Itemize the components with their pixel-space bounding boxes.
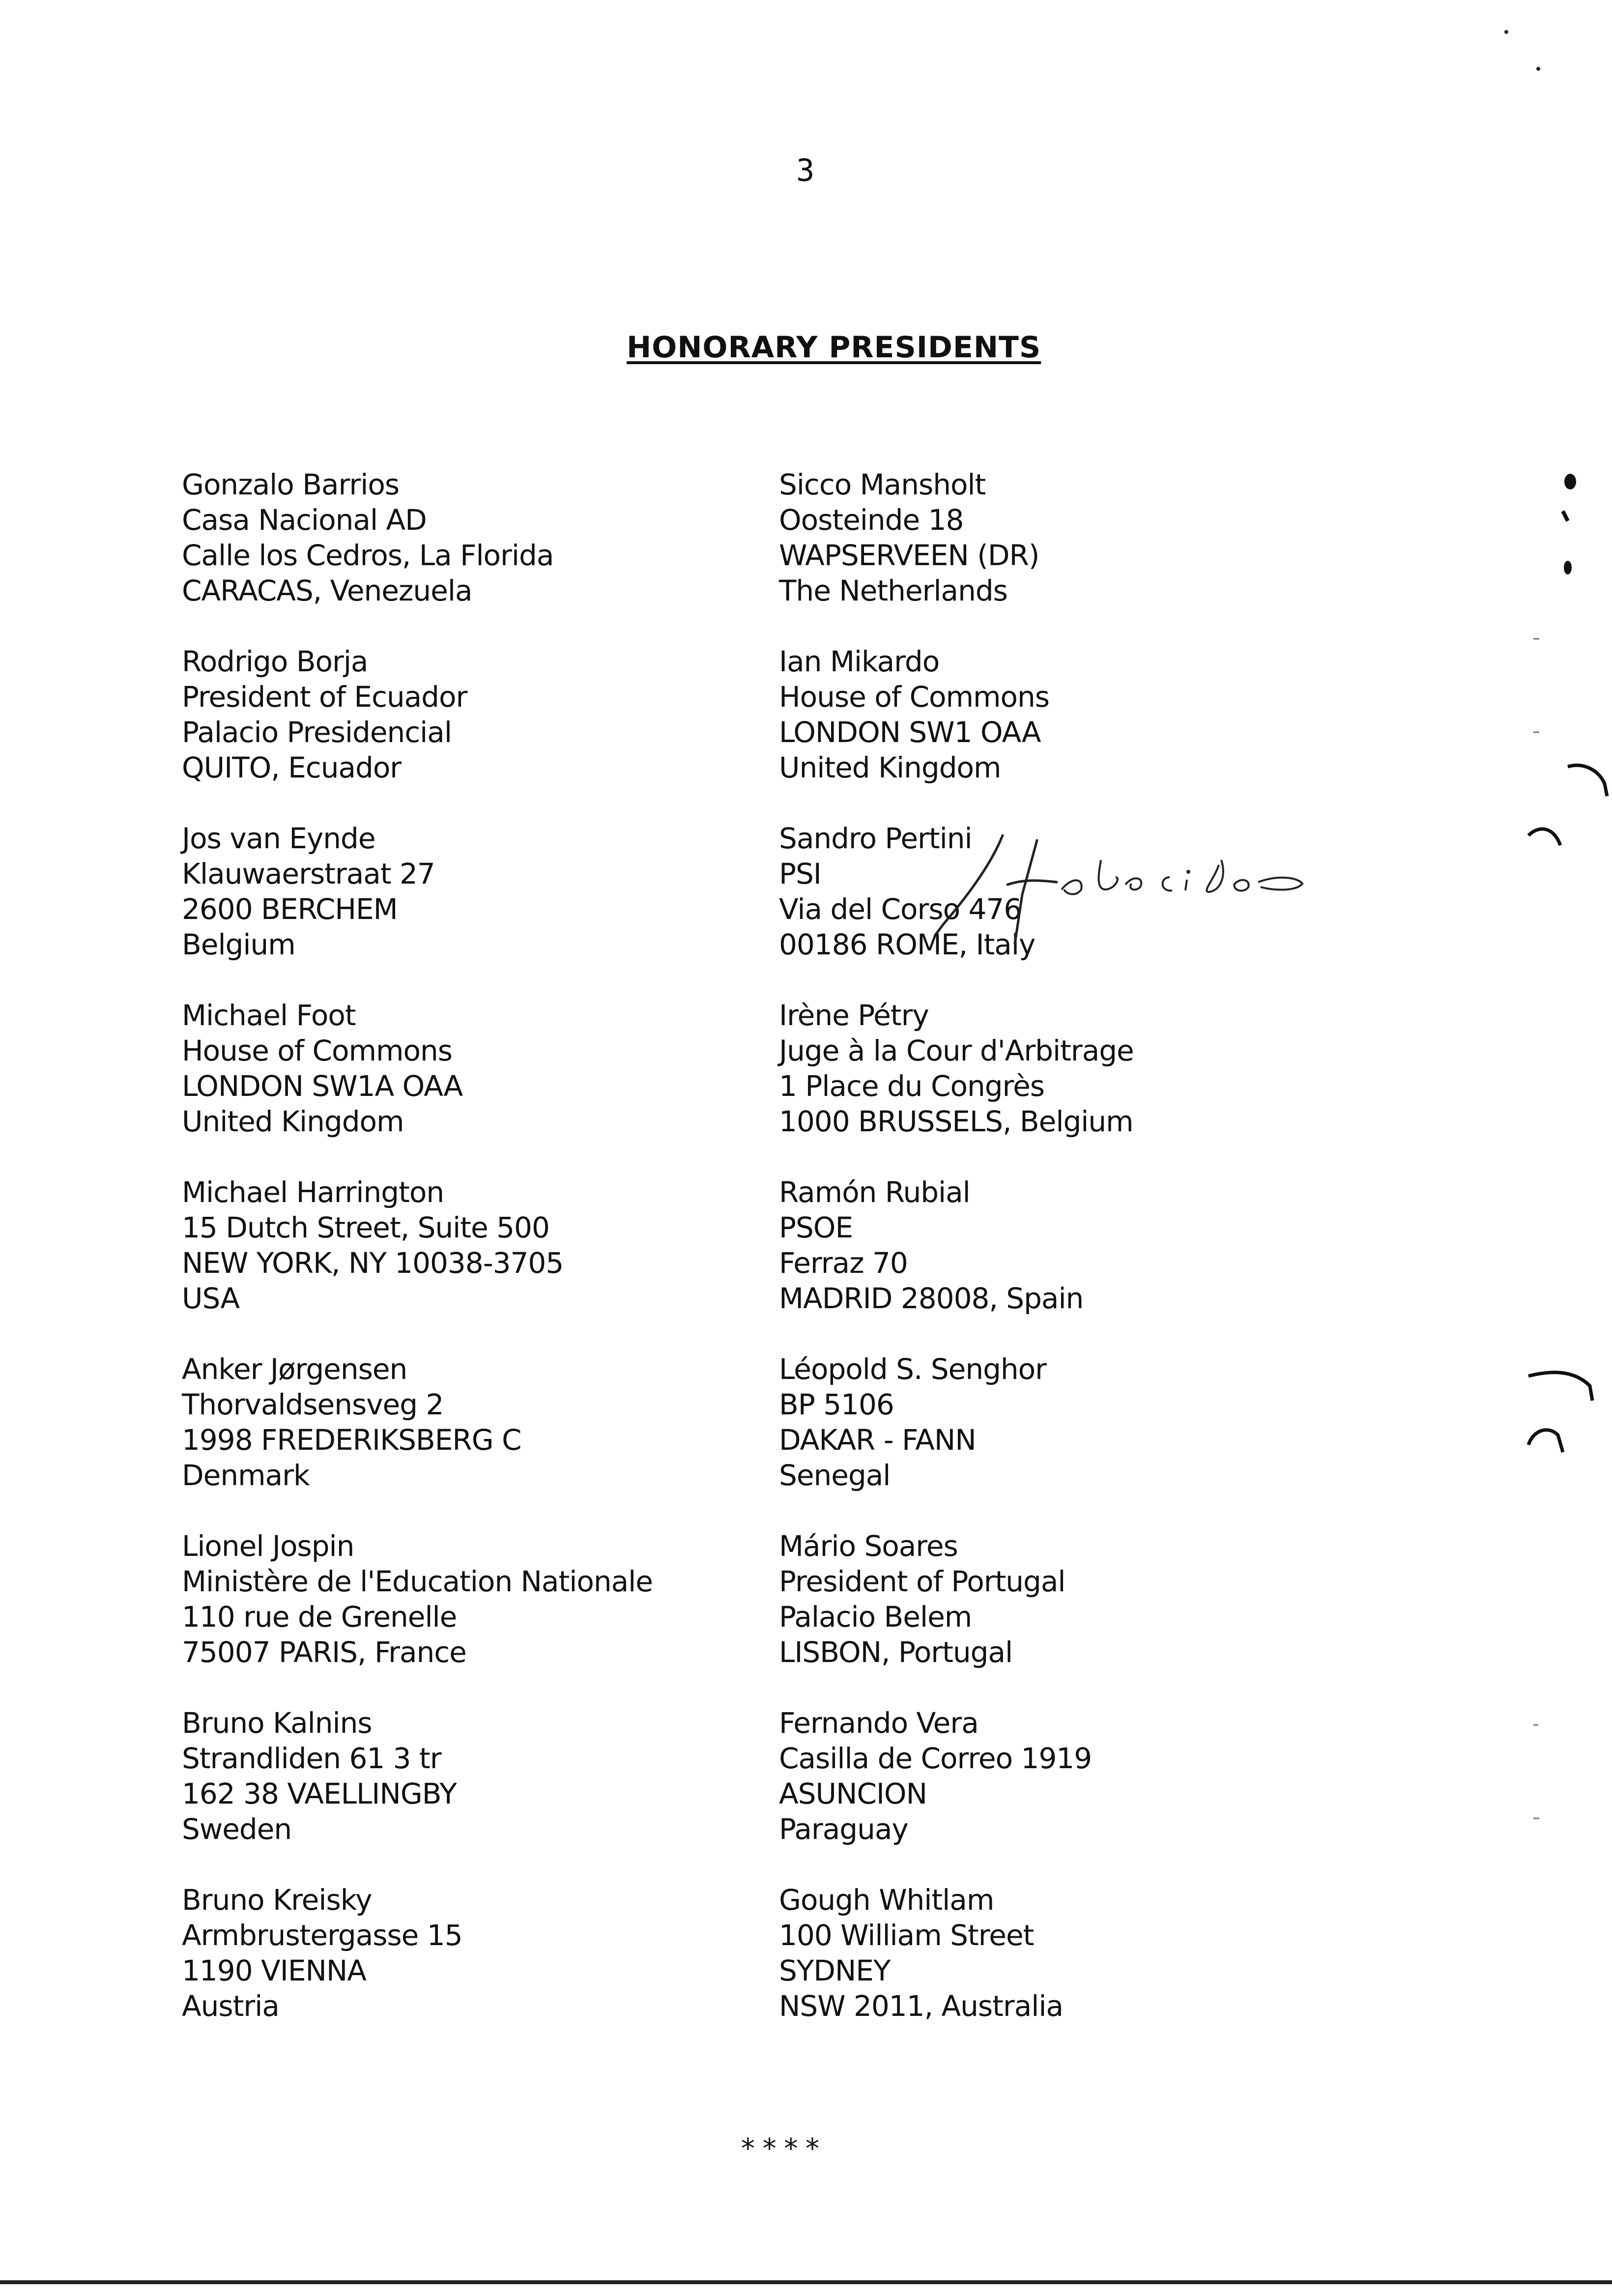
entry-line: United Kingdom bbox=[779, 751, 1001, 784]
entry-line: 110 rue de Grenelle bbox=[182, 1600, 457, 1634]
entry-name: Rodrigo Borja bbox=[182, 645, 368, 678]
entry-line: 1000 BRUSSELS, Belgium bbox=[779, 1105, 1133, 1138]
entry-name: Michael Harrington bbox=[182, 1176, 444, 1209]
entry-name: Lionel Jospin bbox=[182, 1529, 354, 1563]
entry-line: PSOE bbox=[779, 1211, 853, 1244]
address-entry bbox=[779, 1882, 1418, 2059]
entry-line: Juge à la Cour d'Arbitrage bbox=[779, 1034, 1134, 1067]
address-entry bbox=[779, 1705, 1418, 1882]
entry-line: ASUNCION bbox=[779, 1777, 927, 1810]
right-column bbox=[779, 467, 1418, 2059]
entry-line: President of Portugal bbox=[779, 1565, 1065, 1598]
handwritten-note bbox=[1003, 831, 1356, 968]
address-entry bbox=[779, 998, 1418, 1175]
address-entry bbox=[182, 1882, 821, 2059]
entry-line: The Netherlands bbox=[779, 574, 1008, 607]
entry-line: PSI bbox=[779, 857, 821, 890]
entry-name: Fernando Vera bbox=[779, 1706, 979, 1740]
entry-line: Sweden bbox=[182, 1812, 292, 1846]
entry-line: 15 Dutch Street, Suite 500 bbox=[182, 1211, 549, 1244]
entry-line: LONDON SW1A OAA bbox=[182, 1069, 463, 1103]
entry-line: LONDON SW1 OAA bbox=[779, 716, 1041, 749]
address-entry bbox=[182, 1705, 821, 1882]
entry-name: Ian Mikardo bbox=[779, 645, 940, 678]
left-column bbox=[182, 467, 821, 2059]
entry-name: Léopold S. Senghor bbox=[779, 1352, 1046, 1386]
entry-name: Irène Pétry bbox=[779, 999, 929, 1032]
address-entry bbox=[779, 1175, 1418, 1351]
entry-line: 1190 VIENNA bbox=[182, 1954, 366, 1987]
entry-line: LISBON, Portugal bbox=[779, 1636, 1013, 1669]
entry-line: Strandliden 61 3 tr bbox=[182, 1742, 441, 1775]
address-entry bbox=[182, 998, 821, 1175]
address-entry bbox=[182, 467, 821, 644]
entry-name: Sicco Mansholt bbox=[779, 468, 986, 501]
entry-line: Armbrustergasse 15 bbox=[182, 1919, 462, 1952]
entry-line: DAKAR - FANN bbox=[779, 1423, 976, 1457]
entry-name: Sandro Pertini bbox=[779, 822, 972, 855]
entry-line: QUITO, Ecuador bbox=[182, 751, 402, 784]
entry-line: Senegal bbox=[779, 1459, 891, 1492]
entry-name: Michael Foot bbox=[182, 999, 356, 1032]
entry-line: Palacio Presidencial bbox=[182, 716, 452, 749]
entry-line: SYDNEY bbox=[779, 1954, 891, 1987]
entry-name: Bruno Kreisky bbox=[182, 1883, 372, 1917]
entry-line: Ministère de l'Education Nationale bbox=[182, 1565, 653, 1598]
entry-line: USA bbox=[182, 1282, 240, 1315]
entry-line: 100 William Street bbox=[779, 1919, 1034, 1952]
entry-line: House of Commons bbox=[779, 680, 1049, 714]
entry-line: Thorvaldsensveg 2 bbox=[182, 1388, 444, 1421]
entry-line: Paraguay bbox=[779, 1812, 908, 1846]
entry-line: NEW YORK, NY 10038-3705 bbox=[182, 1246, 564, 1280]
entry-line: 1 Place du Congrès bbox=[779, 1069, 1045, 1103]
entry-name: Jos van Eynde bbox=[182, 822, 375, 855]
scan-edge-line bbox=[0, 2280, 1612, 2284]
entry-line: President of Ecuador bbox=[182, 680, 467, 714]
address-entry bbox=[779, 644, 1418, 821]
entry-line: Klauwaerstraat 27 bbox=[182, 857, 435, 890]
scan-margin-marks bbox=[1499, 0, 1612, 2296]
entry-line: Austria bbox=[182, 1989, 279, 2023]
footer-separator: **** bbox=[740, 2133, 826, 2165]
entry-line: 162 38 VAELLINGBY bbox=[182, 1777, 457, 1810]
entry-name: Anker Jørgensen bbox=[182, 1352, 407, 1386]
address-entry bbox=[779, 1528, 1418, 1705]
entry-name: Mário Soares bbox=[779, 1529, 958, 1563]
address-entry bbox=[182, 1175, 821, 1351]
entry-line: CARACAS, Venezuela bbox=[182, 574, 472, 607]
entry-line: 1998 FREDERIKSBERG C bbox=[182, 1423, 521, 1457]
entry-line: Ferraz 70 bbox=[779, 1246, 908, 1280]
entry-line: Via del Corso 476 bbox=[779, 892, 1022, 926]
address-entry bbox=[779, 467, 1418, 644]
entry-line: 2600 BERCHEM bbox=[182, 892, 398, 926]
address-entry bbox=[182, 1351, 821, 1528]
entry-line: MADRID 28008, Spain bbox=[779, 1282, 1084, 1315]
entry-line: House of Commons bbox=[182, 1034, 452, 1067]
entry-name: Gough Whitlam bbox=[779, 1883, 994, 1917]
entry-name: Bruno Kalnins bbox=[182, 1706, 372, 1740]
entry-line: Oosteinde 18 bbox=[779, 503, 964, 537]
entry-line: Calle los Cedros, La Florida bbox=[182, 539, 554, 572]
address-entry bbox=[182, 644, 821, 821]
entry-line: Palacio Belem bbox=[779, 1600, 972, 1634]
entry-line: Belgium bbox=[182, 928, 295, 961]
entry-line: 00186 ROME, Italy bbox=[779, 928, 1036, 961]
entry-line: BP 5106 bbox=[779, 1388, 894, 1421]
entry-line: NSW 2011, Australia bbox=[779, 1989, 1064, 2023]
entry-line: United Kingdom bbox=[182, 1105, 404, 1138]
entry-line: WAPSERVEEN (DR) bbox=[779, 539, 1039, 572]
page-number: 3 bbox=[796, 152, 815, 188]
entry-line: 75007 PARIS, France bbox=[182, 1636, 466, 1669]
address-entry bbox=[182, 1528, 821, 1705]
entry-line: Casa Nacional AD bbox=[182, 503, 427, 537]
page-title: HONORARY PRESIDENTS bbox=[627, 330, 1041, 365]
entry-line: Casilla de Correo 1919 bbox=[779, 1742, 1092, 1775]
entry-line: Denmark bbox=[182, 1459, 310, 1492]
address-entry bbox=[182, 821, 821, 998]
address-entry bbox=[779, 1351, 1418, 1528]
entry-name: Ramón Rubial bbox=[779, 1176, 970, 1209]
entry-name: Gonzalo Barrios bbox=[182, 468, 400, 501]
